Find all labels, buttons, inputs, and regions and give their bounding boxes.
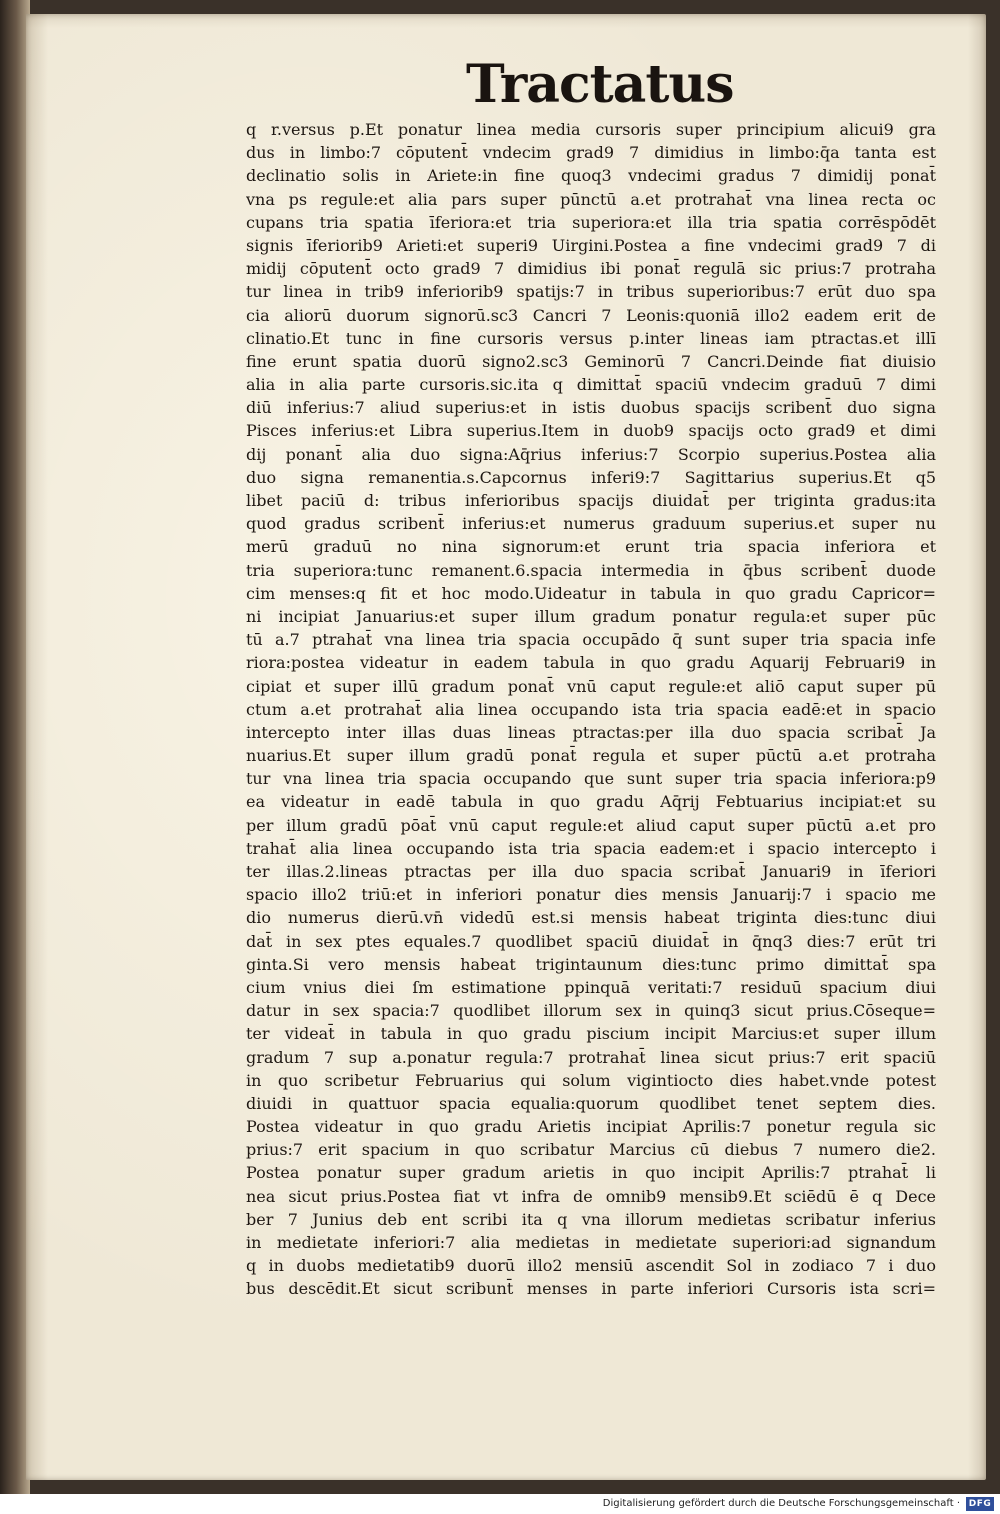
text-line: diuidi in quattuor spacia equalia:quorum quodlibet tenet septem dies. <box>246 1093 936 1113</box>
text-line: tria superiora:tunc remanent.6.spacia intermedia in q̄bus scribent̄ duode <box>246 560 936 580</box>
text-line: riora:postea videatur in eadem tabula in quo gradu Aquarij Februari9 in <box>246 653 936 673</box>
text-line: cia aliorū duorum signorū.sc3 Cancri 7 Leonis:quoniā illo2 eadem erit de <box>246 305 936 325</box>
text-line: ea videatur in eadē tabula in quo gradu Aq̄rij Febtuarius incipiat:et su <box>246 792 936 812</box>
text-line: merū graduū no nina signorum:et erunt tria spacia inferiora et <box>246 537 936 557</box>
text-line: quod gradus scribent̄ inferius:et numerus graduum superius.et super nu <box>246 514 936 534</box>
text-line: duo signa remanentia.s.Capcornus inferi9:7 Sagittarius superius.Et q5 <box>246 467 936 487</box>
text-line: dio numerus dierū.vn̄ videdū est.si mensis habeat triginta dies:tunc diui <box>246 908 936 928</box>
text-line: dus in limbo:7 cōputent̄ vndecim grad9 7 dimidius in limbo:q̄a tanta est <box>246 143 936 163</box>
text-line: ber 7 Junius deb ent scribi ita q vna illorum medietas scribatur inferius <box>246 1209 936 1229</box>
text-line: Postea videatur in quo gradu Arietis incipiat Aprilis:7 ponetur regula sic <box>246 1117 936 1137</box>
text-line: cupans tria spatia īferiora:et tria superiora:et illa tria spatia corrēspōdēt <box>246 212 936 232</box>
text-line: signis īferiorib9 Arieti:et superi9 Uirgini.Postea a fine vndecimi grad9 7 di <box>246 235 936 255</box>
text-line: trahat̄ alia linea occupando ista tria spacia eadem:et i spacio intercepto i <box>246 838 936 858</box>
text-line: spacio illo2 triū:et in inferiori ponatur dies mensis Januarij:7 i spacio me <box>246 885 936 905</box>
digitization-credit: Digitalisierung gefördert durch die Deutsche Forschungsgemeinschaft · <box>602 1498 960 1509</box>
footer-bar <box>0 1494 1000 1514</box>
text-line: cipiat et super illū gradum ponat̄ vnū caput regule:et aliō caput super pū <box>246 676 936 696</box>
text-line: q in duobs medietatib9 duorū illo2 mensiū ascendit Sol in zodiaco 7 i duo <box>246 1256 936 1276</box>
text-line: datur in sex spacia:7 quodlibet illorum sex in quinq3 sicut prius.Cōseque= <box>246 1001 936 1021</box>
text-line: nuarius.Et super illum gradū ponat̄ regula et super pūctū a.et protraha <box>246 746 936 766</box>
text-line: ni incipiat Januarius:et super illum gradum ponatur regula:et super pūc <box>246 606 936 626</box>
text-line: ter videat̄ in tabula in quo gradu piscium incipit Marcius:et super illum <box>246 1024 936 1044</box>
text-line: dij ponant̄ alia duo signa:Aq̄rius inferius:7 Scorpio superius.Postea alia <box>246 444 936 464</box>
text-line: q r.versus p.Et ponatur linea media cursoris super principium alicui9 gra <box>246 120 936 139</box>
text-line: vna ps regule:et alia pars super pūnctū a.et protrahat̄ vna linea recta oc <box>246 189 936 209</box>
body-text <box>246 118 936 1301</box>
text-line: Postea ponatur super gradum arietis in quo incipit Aprilis:7 ptrahat̄ li <box>246 1163 936 1183</box>
dfg-logo: DFG <box>966 1497 994 1511</box>
text-line: prius:7 erit spacium in quo scribatur Marcius cū diebus 7 numero die2. <box>246 1140 936 1160</box>
text-line: ter illas.2.lineas ptractas per illa duo spacia scribat̄ Januari9 in īferiori <box>246 862 936 881</box>
text-line: cim menses:q fit et hoc modo.Uideatur in tabula in quo gradu Capricor= <box>246 583 936 603</box>
text-line: gradum 7 sup a.ponatur regula:7 protrahat̄ linea sicut prius:7 erit spaciū <box>246 1047 936 1067</box>
text-line: tur vna linea tria spacia occupando que sunt super tria spacia inferiora:p9 <box>246 769 936 789</box>
text-line: tū a.7 ptrahat̄ vna linea tria spacia occupādo q̄ sunt super tria spacia infe <box>246 630 936 650</box>
text-line: nea sicut prius.Postea fiat vt infra de omnib9 mensib9.Et sciēdū ē q Dece <box>246 1186 936 1206</box>
text-line: alia in alia parte cursoris.sic.ita q dimittat̄ spaciū vndecim graduū 7 dimi <box>246 375 936 395</box>
text-line: per illum gradū pōat̄ vnū caput regule:et aliud caput super pūctū a.et pro <box>246 815 936 835</box>
running-head: Tractatus <box>466 54 734 115</box>
text-line: tur linea in trib9 inferiorib9 spatijs:7 in tribus superioribus:7 erūt duo spa <box>246 282 936 302</box>
text-line: intercepto inter illas duas lineas ptractas:per illa duo spacia scribat̄ Ja <box>246 722 936 742</box>
text-line: diū inferius:7 aliud superius:et in istis duobus spacijs scribent̄ duo signa <box>246 398 936 418</box>
text-line: libet paciū d: tribus inferioribus spacijs diuidat̄ per triginta gradus:ita <box>246 491 936 510</box>
text-line: ctum a.et protrahat̄ alia linea occupando ista tria spacia eadē:et in spacio <box>246 699 936 719</box>
text-line: declinatio solis in Ariete:in fine quoq3 vndecimi gradus 7 dimidij ponat̄ <box>246 166 936 186</box>
text-line: midij cōputent̄ octo grad9 7 dimidius ibi ponat̄ regulā sic prius:7 protraha <box>246 259 936 279</box>
text-line: cium vnius diei ſm estimatione ppinquā veritati:7 residuū spacium diui <box>246 977 936 997</box>
text-line: Pisces inferius:et Libra superius.Item in duob9 spacijs octo grad9 et dimi <box>246 421 936 441</box>
text-line: fine erunt spatia duorū signo2.sc3 Geminorū 7 Cancri.Deinde fiat diuisio <box>246 351 936 371</box>
text-line: clinatio.Et tunc in fine cursoris versus p.inter lineas iam ptractas.et illī <box>246 328 936 348</box>
text-line: in quo scribetur Februarius qui solum vigintiocto dies habet.vnde potest <box>246 1070 936 1090</box>
text-line: bus descēdit.Et sicut scribunt̄ menses in parte inferiori Cursoris ista scri= <box>246 1279 936 1299</box>
text-line: ginta.Si vero mensis habeat trigintaunum dies:tunc primo dimittat̄ spa <box>246 954 936 974</box>
text-line: in medietate inferiori:7 alia medietas in medietate superiori:ad signandum <box>246 1233 936 1252</box>
text-line: dat̄ in sex ptes equales.7 quodlibet spaciū diuidat̄ in q̄nq3 dies:7 erūt tri <box>246 931 936 951</box>
